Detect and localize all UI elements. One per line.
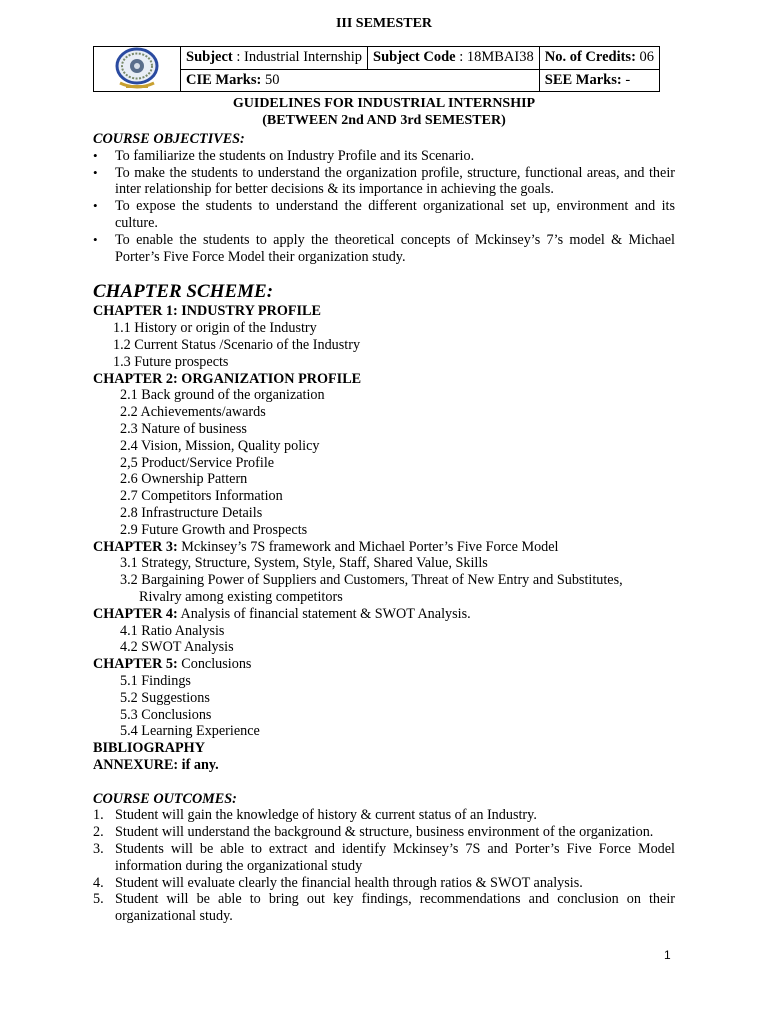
bibliography-heading: BIBLIOGRAPHY — [93, 740, 205, 757]
chapter-2-heading: CHAPTER 2: ORGANIZATION PROFILE — [93, 370, 362, 387]
subject-cell: Subject : Industrial Internship — [181, 47, 368, 70]
objective-item: • To expose the students to understand the different organizational set up, environment and its culture. — [93, 198, 675, 232]
page-number: 1 — [664, 948, 671, 962]
chapter-item: 3.2 Bargaining Power of Suppliers and Customers, Threat of New Entry and Substitutes, Rivalry among existing competitors — [120, 572, 623, 605]
guidelines-heading — [0, 95, 768, 129]
chapter-3-heading: CHAPTER 3: Mckinsey’s 7S framework and Michael Porter’s Five Force Model — [93, 538, 559, 555]
outcome-item: 2. Student will understand the background & structure, business environment of the organization. — [93, 824, 654, 841]
chapter-item: 2.9 Future Growth and Prospects — [120, 521, 308, 538]
chapter-item: 5.2 Suggestions — [120, 689, 210, 706]
course-objectives-title: COURSE OBJECTIVES: — [93, 131, 245, 147]
credits-cell: No. of Credits: 06 — [539, 47, 659, 70]
course-outcomes-title: COURSE OUTCOMES: — [93, 790, 237, 807]
chapter-scheme-title: CHAPTER SCHEME: — [93, 281, 274, 303]
chapter-item: 2.3 Nature of business — [120, 420, 247, 437]
chapter-item: 2.7 Competitors Information — [120, 488, 283, 505]
semester-heading: III SEMESTER — [335, 16, 433, 31]
outcome-item: 3. Students will be able to extract and identify Mckinsey’s 7S and Porter’s Five Force Model information during the organizational study — [93, 841, 675, 874]
chapter-item: 4.2 SWOT Analysis — [120, 639, 234, 656]
outcome-item: 4. Student will evaluate clearly the financial health through ratios & SWOT analysis. — [93, 874, 583, 891]
chapter-item: 2.2 Achievements/awards — [120, 404, 266, 421]
outcome-item: 5. Student will be able to bring out key findings, recommendations and conclusion on their organizational study. — [93, 891, 675, 925]
objective-item: • To make the students to understand the organization profile, structure, functional areas, and their inter relationship for better decisions & its importance in achieving the goals. — [93, 165, 675, 199]
subject-code-cell: Subject Code : 18MBAI38 — [368, 47, 540, 70]
outcome-item: 1. Student will gain the knowledge of history & current status of an Industry. — [93, 807, 537, 824]
chapter-item: 2.8 Infrastructure Details — [120, 504, 263, 521]
chapter-4-heading: CHAPTER 4: Analysis of financial statement & SWOT Analysis. — [93, 605, 471, 622]
annexure-heading: ANNEXURE: if any. — [93, 756, 219, 773]
see-marks-cell: SEE Marks: - — [539, 69, 659, 92]
chapter-item: 2.4 Vision, Mission, Quality policy — [120, 437, 320, 454]
chapter-1-heading: CHAPTER 1: INDUSTRY PROFILE — [93, 303, 321, 320]
subject-header-table — [93, 46, 660, 92]
course-outcomes-list — [93, 807, 675, 925]
objective-item: • To familiarize the students on Industry Profile and its Scenario. — [93, 148, 675, 165]
objective-item: • To enable the students to apply the theoretical concepts of Mckinsey’s 7’s model & Michael Porter’s Five Force Model their organization study. — [93, 232, 675, 266]
course-objectives-list — [93, 148, 675, 266]
chapter-item: 5.4 Learning Experience — [120, 723, 260, 740]
chapter-item: 4.1 Ratio Analysis — [120, 622, 225, 639]
chapter-item: 2,5 Product/Service Profile — [120, 454, 275, 471]
cie-marks-cell: CIE Marks: 50 — [181, 69, 540, 92]
document-body — [93, 131, 675, 925]
chapter-item: 1.1 History or origin of the Industry — [113, 320, 317, 337]
chapter-item: 5.3 Conclusions — [120, 706, 212, 723]
chapter-item: 1.3 Future prospects — [113, 353, 229, 370]
guidelines-line-2: (BETWEEN 2nd AND 3rd SEMESTER) — [262, 113, 506, 128]
chapter-5-heading: CHAPTER 5: Conclusions — [93, 656, 252, 673]
chapter-item: 1.2 Current Status /Scenario of the Industry — [113, 336, 361, 353]
chapter-item: 5.1 Findings — [120, 672, 191, 689]
guidelines-line-1: GUIDELINES FOR INDUSTRIAL INTERNSHIP — [232, 96, 536, 111]
logo-cell — [94, 47, 181, 92]
university-seal-logo — [102, 47, 172, 91]
chapter-item: 2.1 Back ground of the organization — [120, 387, 325, 404]
chapter-item: 3.1 Strategy, Structure, System, Style, Staff, Shared Value, Skills — [120, 555, 488, 572]
chapter-item: 2.6 Ownership Pattern — [120, 471, 248, 488]
